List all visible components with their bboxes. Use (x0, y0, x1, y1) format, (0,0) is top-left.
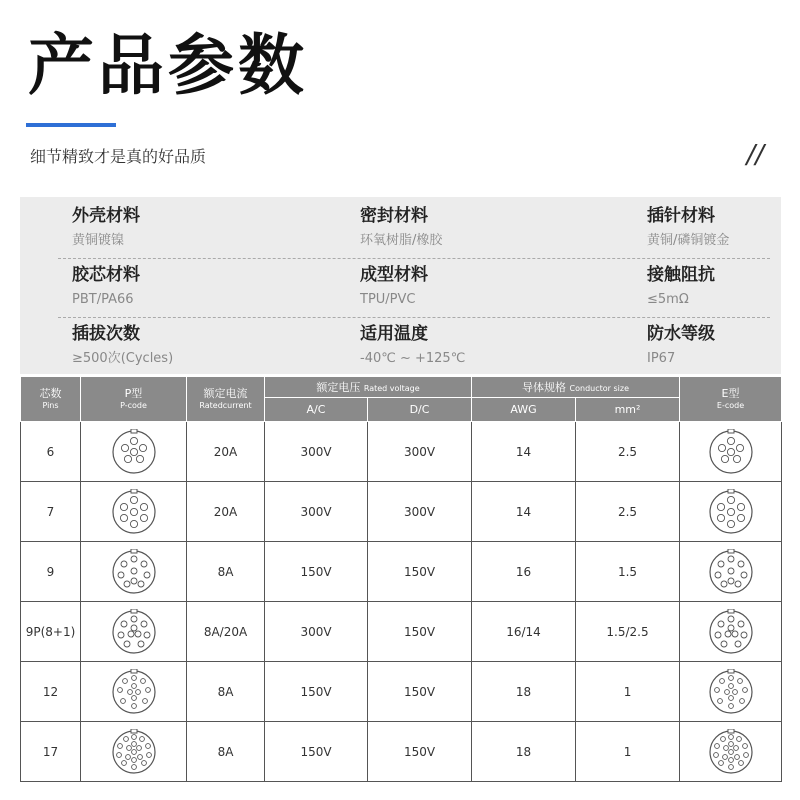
connector-7-pin-icon (708, 489, 754, 535)
param-label: 适用温度 (360, 324, 428, 344)
param-pin-material (647, 205, 729, 250)
table-row (21, 422, 782, 482)
connector-9p-pin-icon (708, 609, 754, 655)
param-mating-cycles (72, 323, 173, 368)
header-dc: D/C (368, 398, 472, 422)
connector-9p-pin-icon (111, 609, 157, 655)
current-cell: 8A (187, 722, 265, 782)
dc-voltage-cell: 150V (368, 602, 472, 662)
dc-voltage-cell: 150V (368, 722, 472, 782)
param-label: 防水等级 (647, 324, 715, 344)
param-label: 插拔次数 (72, 324, 140, 344)
mm2-cell: 2.5 (576, 482, 680, 542)
current-cell: 8A/20A (187, 602, 265, 662)
header-awg: AWG (472, 398, 576, 422)
p-code-cell (81, 722, 187, 782)
connector-12-pin-icon (111, 669, 157, 715)
awg-cell: 14 (472, 482, 576, 542)
param-value: ≥500次(Cycles) (72, 351, 174, 366)
connector-6-pin-icon (708, 429, 754, 475)
current-cell: 8A (187, 662, 265, 722)
awg-cell: 14 (472, 422, 576, 482)
p-code-cell (81, 662, 187, 722)
spec-table (20, 376, 782, 782)
param-waterproof-rating (647, 323, 715, 368)
param-value: -40℃ ~ +125℃ (360, 351, 466, 366)
decor-slashes: // (746, 140, 764, 170)
p-code-cell (81, 542, 187, 602)
title-underline (26, 123, 116, 127)
param-contact-resistance (647, 264, 715, 309)
pins-cell: 9 (21, 542, 81, 602)
param-label: 密封材料 (360, 206, 428, 226)
ac-voltage-cell: 150V (265, 662, 368, 722)
mm2-cell: 2.5 (576, 422, 680, 482)
param-label: 接触阻抗 (647, 265, 715, 285)
awg-cell: 16/14 (472, 602, 576, 662)
p-code-cell (81, 602, 187, 662)
dc-voltage-cell: 150V (368, 542, 472, 602)
header-mm2: mm² (576, 398, 680, 422)
param-label: 成型材料 (360, 265, 428, 285)
e-code-cell (680, 602, 782, 662)
connector-17-pin-icon (708, 729, 754, 775)
ac-voltage-cell: 300V (265, 482, 368, 542)
table-row (21, 542, 782, 602)
page-title: 产品参数 (28, 27, 308, 104)
pins-cell: 9P(8+1) (21, 602, 81, 662)
e-code-cell (680, 662, 782, 722)
e-code-cell (680, 542, 782, 602)
p-code-cell (81, 422, 187, 482)
connector-17-pin-icon (111, 729, 157, 775)
header-conductor-size: 导体规格 Conductor size (472, 377, 680, 398)
header-p-code: P型 P-code (81, 377, 187, 422)
dc-voltage-cell: 300V (368, 482, 472, 542)
connector-12-pin-icon (708, 669, 754, 715)
current-cell: 8A (187, 542, 265, 602)
header-ac: A/C (265, 398, 368, 422)
ac-voltage-cell: 150V (265, 542, 368, 602)
pins-cell: 17 (21, 722, 81, 782)
param-value: IP67 (647, 351, 676, 366)
header-e-code: E型 E-code (680, 377, 782, 422)
param-value: TPU/PVC (360, 292, 416, 307)
param-label: 插针材料 (647, 206, 715, 226)
table-row (21, 662, 782, 722)
ac-voltage-cell: 150V (265, 722, 368, 782)
awg-cell: 18 (472, 662, 576, 722)
table-row (21, 722, 782, 782)
param-value: 黄铜镀镍 (72, 233, 125, 248)
ac-voltage-cell: 300V (265, 602, 368, 662)
header-pins: 芯数 Pins (21, 377, 81, 422)
e-code-cell (680, 722, 782, 782)
param-value: 黄铜/磷铜镀金 (647, 233, 730, 248)
e-code-cell (680, 422, 782, 482)
divider (58, 258, 770, 259)
awg-cell: 16 (472, 542, 576, 602)
pins-cell: 12 (21, 662, 81, 722)
mm2-cell: 1.5 (576, 542, 680, 602)
current-cell: 20A (187, 482, 265, 542)
param-label: 外壳材料 (72, 206, 140, 226)
table-row (21, 482, 782, 542)
p-code-cell (81, 482, 187, 542)
param-molding-material (360, 264, 428, 309)
param-value: 环氧树脂/橡胶 (360, 233, 443, 248)
param-insert-material (72, 264, 140, 309)
param-seal-material (360, 205, 442, 250)
divider (58, 317, 770, 318)
current-cell: 20A (187, 422, 265, 482)
param-label: 胶芯材料 (72, 265, 140, 285)
mm2-cell: 1.5/2.5 (576, 602, 680, 662)
connector-9-pin-icon (111, 549, 157, 595)
param-value: ≤5mΩ (647, 292, 689, 307)
param-shell-material (72, 205, 140, 250)
awg-cell: 18 (472, 722, 576, 782)
pins-cell: 6 (21, 422, 81, 482)
mm2-cell: 1 (576, 722, 680, 782)
header-rated-current: 额定电流 Ratedcurrent (187, 377, 265, 422)
page-subtitle: 细节精致才是真的好品质 (30, 147, 207, 166)
param-value: PBT/PA66 (72, 292, 134, 307)
pins-cell: 7 (21, 482, 81, 542)
ac-voltage-cell: 300V (265, 422, 368, 482)
dc-voltage-cell: 300V (368, 422, 472, 482)
mm2-cell: 1 (576, 662, 680, 722)
connector-6-pin-icon (111, 429, 157, 475)
param-temperature (360, 323, 465, 368)
dc-voltage-cell: 150V (368, 662, 472, 722)
table-row (21, 602, 782, 662)
header-rated-voltage: 额定电压 Rated voltage (265, 377, 472, 398)
connector-7-pin-icon (111, 489, 157, 535)
material-params-panel (20, 197, 781, 374)
e-code-cell (680, 482, 782, 542)
connector-9-pin-icon (708, 549, 754, 595)
